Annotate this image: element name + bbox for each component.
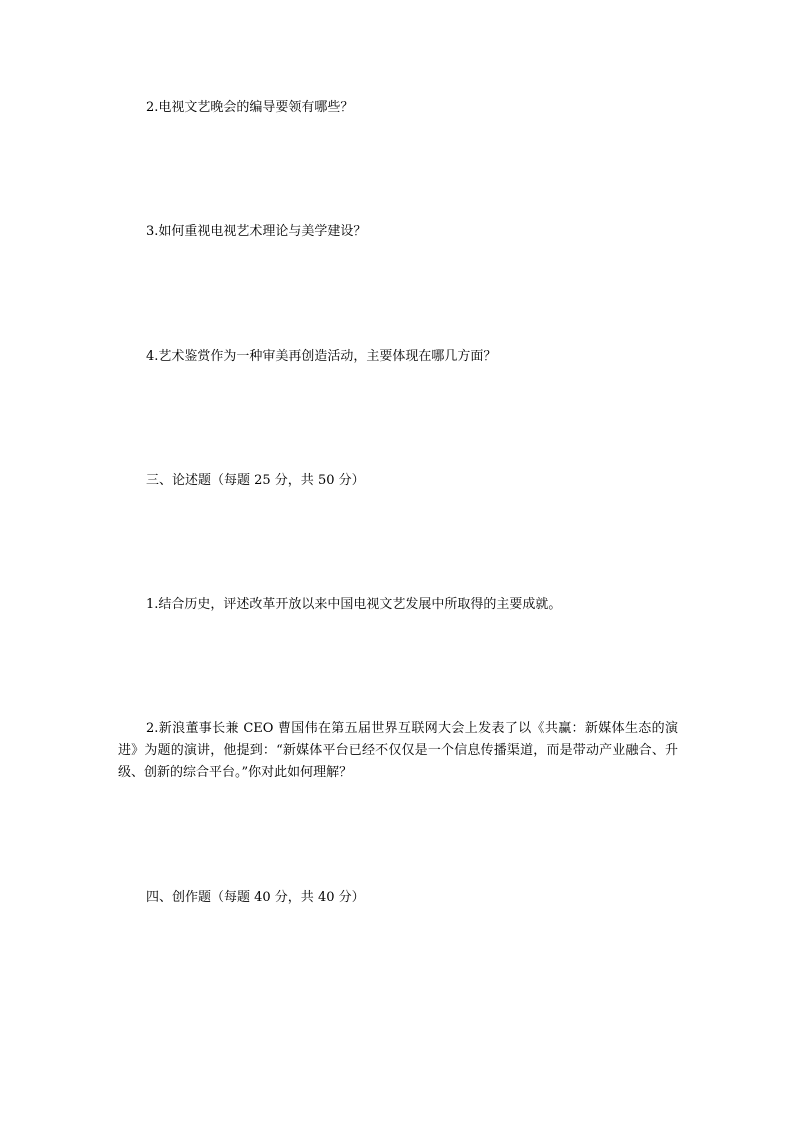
essay-question-1: 1.结合历史，评述改革开放以来中国电视文艺发展中所取得的主要成就。 [146, 597, 562, 612]
question-short-3: 3.如何重视电视艺术理论与美学建设？ [146, 224, 367, 239]
question-short-4: 4.艺术鉴赏作为一种审美再创造活动，主要体现在哪几方面？ [146, 349, 497, 364]
essay-question-2: 2.新浪董事长兼 CEO 曹国伟在第五届世界互联网大会上发表了以《共赢：新媒体生态的演进》为题的演讲，他提到：“新媒体平台已经不仅仅是一个信息传播渠道，而是带动产业融合、升级、创新的综合平台。”你对此如何理解？ [118, 721, 678, 780]
section-four-heading: 四、创作题（每题 40 分，共 40 分） [146, 890, 365, 905]
section-three-heading: 三、论述题（每题 25 分，共 50 分） [146, 473, 365, 488]
question-short-2: 2.电视文艺晚会的编导要领有哪些？ [146, 100, 354, 115]
